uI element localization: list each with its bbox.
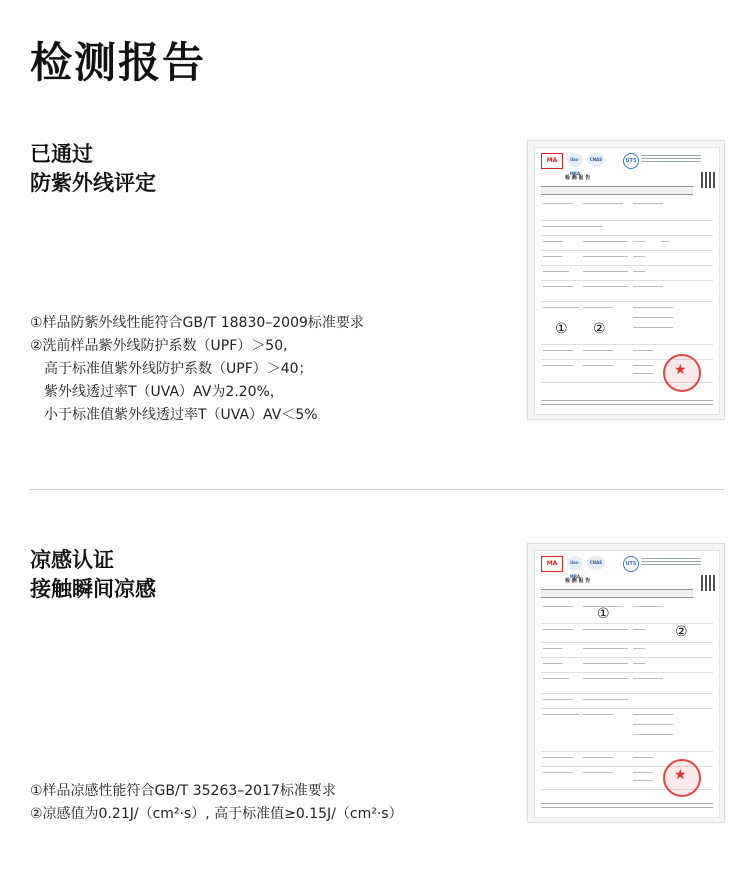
section-heading-line2: 防紫外线评定 [30, 171, 156, 195]
annotation-marker-2: ② [675, 624, 688, 640]
report-number-bar [541, 589, 693, 598]
report-title: 检 测 报 告 [565, 175, 591, 181]
test-report-image [527, 543, 725, 823]
report-footer [541, 400, 713, 410]
test-report-image [527, 140, 725, 420]
qr-code-icon [701, 172, 717, 188]
lab-name-text [641, 556, 701, 570]
section-heading [30, 140, 156, 198]
uts-logo: UTS [623, 153, 639, 169]
note-line: 小于标准值紫外线透过率T（UVA）AV＜5% [44, 407, 318, 423]
note-line: ①样品防紫外线性能符合GB/T 18830–2009标准要求 [30, 315, 364, 331]
cooling-section [0, 540, 750, 840]
note-line: ②洗前样品紫外线防护系数（UPF）＞50, [30, 338, 288, 354]
official-seal: ★ [663, 759, 701, 797]
note-line: ①样品凉感性能符合GB/T 35263–2017标准要求 [30, 783, 336, 799]
cnas-logo: CNAS [587, 153, 605, 167]
uv-protection-section [0, 140, 750, 430]
note-line: ②凉感值为0.21J/（cm²·s）, 高于标准值≥0.15J/（cm²·s） [30, 806, 403, 822]
official-seal: ★ [663, 354, 701, 392]
note-line: 高于标准值紫外线防护系数（UPF）＞40； [44, 361, 313, 377]
section-heading-line1: 已通过 [30, 142, 93, 166]
uts-logo: UTS [623, 556, 639, 572]
section-heading-line1: 凉感认证 [30, 548, 114, 572]
note-line: 紫外线透过率T（UVA）AV为2.20%， [44, 384, 284, 400]
lab-name-text [641, 153, 701, 167]
report-footer [541, 803, 713, 813]
page-title: 检测报告 [30, 38, 207, 87]
report-number-bar [541, 186, 693, 195]
ma-logo: MA [541, 556, 563, 572]
ilac-logo: ilac-MRA [567, 153, 583, 167]
report-title: 检 测 报 告 [565, 578, 591, 584]
qr-code-icon [701, 575, 717, 591]
section-heading-line2: 接触瞬间凉感 [30, 577, 156, 601]
annotation-marker-2: ② [593, 321, 606, 337]
section-notes [30, 780, 403, 826]
ilac-logo: ilac-MRA [567, 556, 583, 570]
ma-logo: MA [541, 153, 563, 169]
annotation-marker-1: ① [555, 321, 568, 337]
section-heading [30, 546, 156, 604]
annotation-marker-1: ① [597, 606, 610, 622]
section-divider [30, 489, 724, 490]
cnas-logo: CNAS [587, 556, 605, 570]
section-notes [30, 312, 364, 427]
